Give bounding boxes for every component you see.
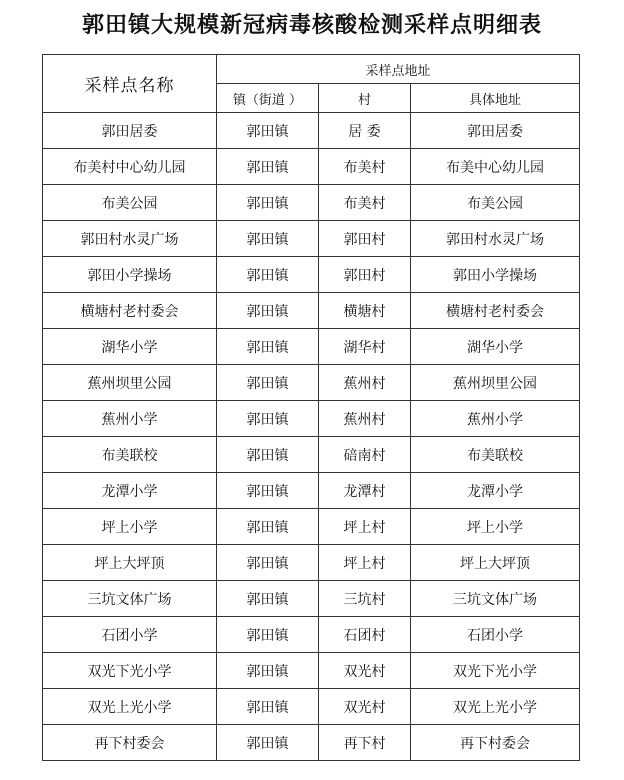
- table-row: [43, 113, 580, 149]
- cell-detail-address: 蕉州坝里公园: [411, 365, 580, 401]
- cell-detail-address: 蕉州小学: [411, 401, 580, 437]
- table-row: [43, 365, 580, 401]
- table-row: [43, 185, 580, 221]
- sampling-sites-table: [42, 54, 580, 761]
- cell-detail-address: 石团小学: [411, 617, 580, 653]
- cell-village: 碚南村: [319, 437, 411, 473]
- cell-site-name: 石团小学: [43, 617, 217, 653]
- cell-site-name: 坪上小学: [43, 509, 217, 545]
- cell-village: 坪上村: [319, 509, 411, 545]
- cell-village: 双光村: [319, 653, 411, 689]
- cell-site-name: 蕉州坝里公园: [43, 365, 217, 401]
- table-row: [43, 149, 580, 185]
- cell-town: 郭田镇: [217, 365, 319, 401]
- table-row: [43, 473, 580, 509]
- cell-town: 郭田镇: [217, 437, 319, 473]
- cell-site-name: 郭田村水灵广场: [43, 221, 217, 257]
- cell-site-name: 布美联校: [43, 437, 217, 473]
- cell-site-name: 坪上大坪顶: [43, 545, 217, 581]
- table-row: [43, 545, 580, 581]
- table-row: [43, 725, 580, 761]
- cell-village: 郭田村: [319, 257, 411, 293]
- cell-site-name: 郭田小学操场: [43, 257, 217, 293]
- cell-town: 郭田镇: [217, 257, 319, 293]
- table-row: [43, 401, 580, 437]
- table-row: [43, 257, 580, 293]
- cell-town: 郭田镇: [217, 401, 319, 437]
- header-detail-address: 具体地址: [411, 84, 580, 113]
- cell-village: 蕉州村: [319, 365, 411, 401]
- cell-site-name: 布美公园: [43, 185, 217, 221]
- cell-detail-address: 坪上大坪顶: [411, 545, 580, 581]
- cell-village: 布美村: [319, 185, 411, 221]
- cell-detail-address: 双光上光小学: [411, 689, 580, 725]
- cell-site-name: 湖华小学: [43, 329, 217, 365]
- header-village: 村: [319, 84, 411, 113]
- cell-village: 蕉州村: [319, 401, 411, 437]
- cell-town: 郭田镇: [217, 113, 319, 149]
- cell-town: 郭田镇: [217, 617, 319, 653]
- cell-site-name: 再下村委会: [43, 725, 217, 761]
- cell-detail-address: 横塘村老村委会: [411, 293, 580, 329]
- cell-village: 居 委: [319, 113, 411, 149]
- cell-village: 双光村: [319, 689, 411, 725]
- cell-town: 郭田镇: [217, 581, 319, 617]
- cell-town: 郭田镇: [217, 293, 319, 329]
- cell-detail-address: 布美公园: [411, 185, 580, 221]
- cell-town: 郭田镇: [217, 725, 319, 761]
- table-row: [43, 329, 580, 365]
- cell-detail-address: 湖华小学: [411, 329, 580, 365]
- table-row: [43, 653, 580, 689]
- cell-town: 郭田镇: [217, 545, 319, 581]
- cell-detail-address: 布美联校: [411, 437, 580, 473]
- cell-village: 再下村: [319, 725, 411, 761]
- cell-site-name: 郭田居委: [43, 113, 217, 149]
- cell-town: 郭田镇: [217, 185, 319, 221]
- cell-village: 布美村: [319, 149, 411, 185]
- table-row: [43, 581, 580, 617]
- page-title: 郭田镇大规模新冠病毒核酸检测采样点明细表: [81, 13, 542, 38]
- cell-town: 郭田镇: [217, 509, 319, 545]
- cell-detail-address: 郭田村水灵广场: [411, 221, 580, 257]
- cell-town: 郭田镇: [217, 221, 319, 257]
- table-row: [43, 689, 580, 725]
- header-site-name: 采样点名称: [43, 55, 217, 113]
- cell-site-name: 双光下光小学: [43, 653, 217, 689]
- cell-village: 石团村: [319, 617, 411, 653]
- cell-town: 郭田镇: [217, 329, 319, 365]
- cell-site-name: 布美村中心幼儿园: [43, 149, 217, 185]
- table-row: [43, 293, 580, 329]
- cell-site-name: 双光上光小学: [43, 689, 217, 725]
- cell-detail-address: 再下村委会: [411, 725, 580, 761]
- table-row: [43, 437, 580, 473]
- cell-site-name: 三坑文体广场: [43, 581, 217, 617]
- cell-site-name: 龙潭小学: [43, 473, 217, 509]
- cell-village: 郭田村: [319, 221, 411, 257]
- cell-village: 龙潭村: [319, 473, 411, 509]
- cell-detail-address: 龙潭小学: [411, 473, 580, 509]
- cell-detail-address: 布美中心幼儿园: [411, 149, 580, 185]
- cell-village: 横塘村: [319, 293, 411, 329]
- table-row: [43, 509, 580, 545]
- cell-town: 郭田镇: [217, 689, 319, 725]
- cell-village: 坪上村: [319, 545, 411, 581]
- cell-village: 三坑村: [319, 581, 411, 617]
- cell-detail-address: 双光下光小学: [411, 653, 580, 689]
- table-row: [43, 617, 580, 653]
- cell-town: 郭田镇: [217, 653, 319, 689]
- cell-site-name: 蕉州小学: [43, 401, 217, 437]
- cell-village: 湖华村: [319, 329, 411, 365]
- cell-site-name: 横塘村老村委会: [43, 293, 217, 329]
- table-row: [43, 221, 580, 257]
- cell-detail-address: 郭田居委: [411, 113, 580, 149]
- cell-town: 郭田镇: [217, 149, 319, 185]
- cell-detail-address: 坪上小学: [411, 509, 580, 545]
- header-address-group: 采样点地址: [217, 55, 580, 84]
- cell-town: 郭田镇: [217, 473, 319, 509]
- cell-detail-address: 三坑文体广场: [411, 581, 580, 617]
- cell-detail-address: 郭田小学操场: [411, 257, 580, 293]
- header-town: 镇（街道 ）: [217, 84, 319, 113]
